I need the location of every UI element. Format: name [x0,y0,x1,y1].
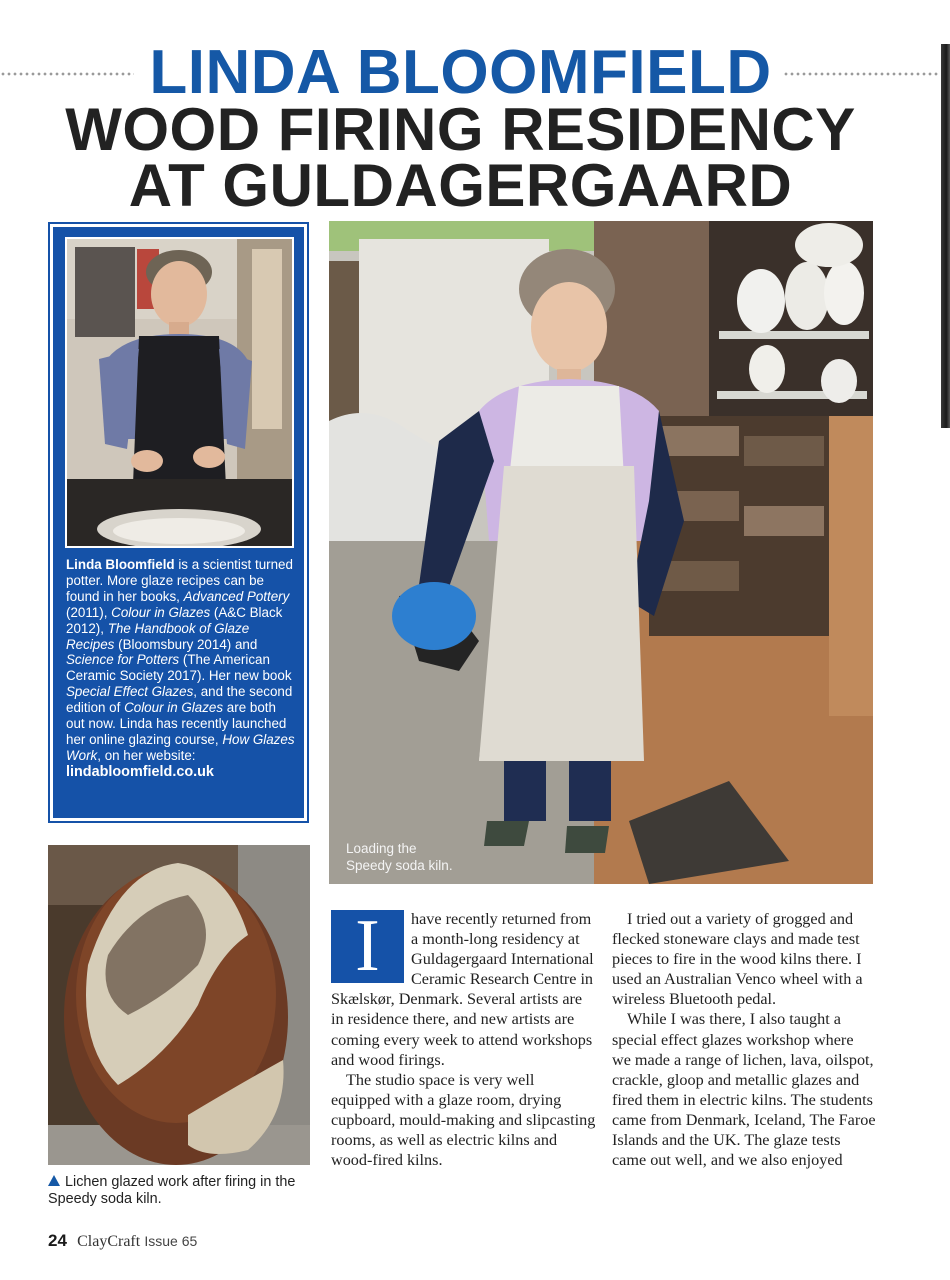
main-photo-caption [346,840,506,874]
page-number: 24 [48,1231,67,1250]
bio-text-segment: , and the second edition of [66,684,293,716]
bio-course-title: How Glazes Work [66,731,295,763]
website-link[interactable]: lindabloomfield.co.uk [66,763,214,780]
bio-text-segment: (A&C Black 2012), [66,604,283,636]
headline-title [0,96,921,219]
headline-name: LINDA BLOOMFIELD [149,38,772,107]
bio-book-title: Science for Potters [66,652,180,668]
article-paragraph-4: While I was there, I also taught a special effect glazes workshop where we made a range of lichen, lava, oilspot, crackle, gloop and metallic glazes and fired them in electric kilns. The students came from Denmark, Iceland, The Faroe Islands and the UK. The glaze tests came out well, and we also enjoyed [612,1010,876,1170]
magazine-name: ClayCraft [77,1233,141,1250]
article-paragraph-3: I tried out a variety of grogged and flecked stoneware clays and made test pieces to fire in the wood kilns there. I used an Australian Venco wheel with a wireless Bluetooth pedal. [612,910,863,1009]
triangle-up-icon [48,1175,60,1186]
bio-text-segment: are both out now. Linda has recently launched her online glazing course, [66,700,287,747]
adjacent-page-edge [941,44,950,428]
author-bio-box [50,224,307,821]
author-bio-text [66,557,298,781]
main-caption-line-2: Speedy soda kiln. [346,858,453,873]
bio-text-segment: is a scientist turned potter. More glaze recipes can be found in her books, [66,557,293,604]
main-caption-line-1: Loading the [346,841,417,856]
headline-line-2: AT GULDAGERGAARD [128,152,793,219]
page-footer [48,1231,197,1251]
bio-book-title: Colour in Glazes [124,700,224,716]
lichen-pot-illustration [48,845,310,1165]
bio-book-title: Colour in Glazes [111,604,211,620]
kiln-scene-illustration [329,221,873,884]
bio-book-title: Advanced Pottery [183,588,290,604]
lichen-pot-photo [48,845,310,1165]
headline-line-1: WOOD FIRING RESIDENCY [65,96,856,163]
portrait-illustration [67,239,294,548]
article-paragraph-1: have recently returned from a month-long residency at Guldagergaard International Ceramic Research Centre in Skælskør, Denmark. Several artists are in residence there, and new artists are coming every week to attend workshops and wood firings. [331,910,594,1069]
bio-name: Linda Bloomfield [66,557,175,572]
drop-cap: I [331,910,404,983]
bio-book-title: The Handbook of Glaze Recipes [66,620,250,652]
pot-caption-text: Lichen glazed work after firing in the Speedy soda kiln. [48,1174,296,1207]
author-portrait-photo [65,237,294,548]
issue-number: Issue 65 [144,1233,198,1249]
bio-text-segment: (2011), [66,604,112,620]
bio-text-segment: , on her website: [97,747,196,763]
article-column-1 [331,905,596,1170]
article-paragraph-2: The studio space is very well equipped with a glaze room, drying cupboard, mould-making and slipcasting rooms, as well as electric kilns and wood-fired kilns. [331,1070,596,1170]
bio-book-title: Special Effect Glazes [66,684,194,700]
bio-text-segment: (Bloomsbury 2014) and [114,636,258,652]
main-photo-kiln-loading [329,221,873,884]
article-column-2 [612,909,876,1170]
bio-text-segment: (The American Ceramic Society 2017). Her new book [66,652,292,684]
pot-photo-caption [48,1174,318,1208]
